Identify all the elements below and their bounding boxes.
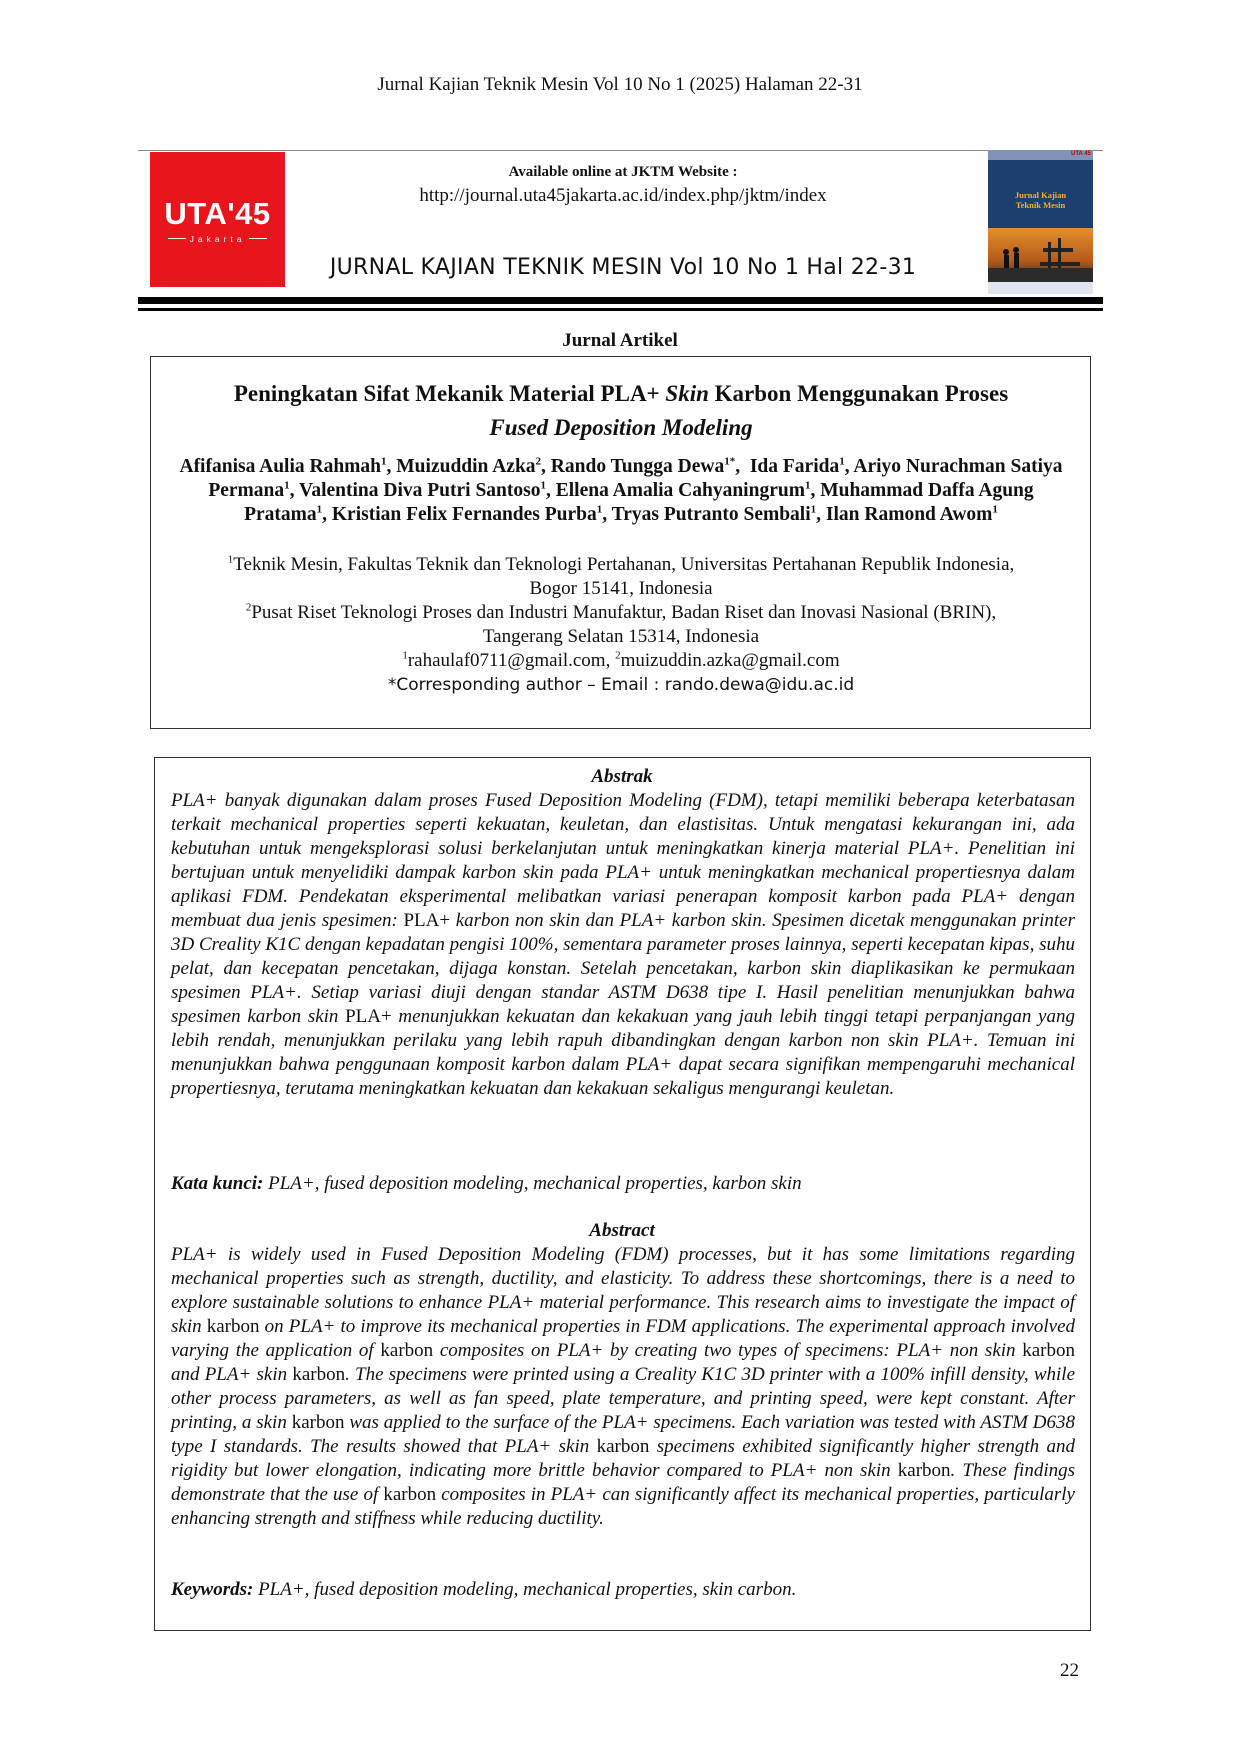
abstract-id-p2: karbon non skin dan PLA+ karbon skin. Spesimen dicetak menggunakan printer 3D Creality K1C dengan kepadatan pengisi 100%, sementara parameter proses lainnya, seperti kecepatan kipas, suhu pelat, dan kecepatan pencetakan, dijaga konstan. Setelah pencetakan, karbon skin diaplikasikan ke permukaan spesimen PLA+. Setiap variasi diuji dengan standar ASTM D638 tipe I. Hasil penelitian menunjukkan bahwa spesimen karbon skin — [171, 910, 1075, 1027]
abstract-box — [154, 757, 1091, 1631]
uta45-logo — [150, 152, 285, 287]
affiliation-mark: 2 — [245, 601, 252, 614]
author-mark: 1 — [992, 503, 998, 516]
abstract-id-text — [171, 789, 1075, 1101]
available-online-label: Available online at JKTM Website : — [508, 164, 738, 180]
keywords-id — [171, 1172, 1075, 1196]
affiliation-1 — [165, 553, 1077, 577]
title-box — [150, 356, 1091, 729]
keywords-en-label: Keywords: — [171, 1579, 254, 1600]
abstract-en-u1: karbon — [206, 1316, 260, 1337]
author: Valentina Diva Putri Santoso — [299, 480, 541, 501]
abstract-en-heading: Abstract — [589, 1220, 655, 1241]
keywords-en — [171, 1578, 1075, 1602]
email-mark: 1 — [402, 649, 408, 662]
author: Tryas Putranto Sembali — [611, 504, 811, 525]
logo-subtext: Jakarta — [164, 234, 272, 244]
email-2[interactable]: muizuddin.azka@gmail.com — [620, 650, 840, 671]
abstract-en-p5: . The specimens were printed using a Creality K1C 3D printer with a 100% infill density, while other process parameters, as well as fan speed, plate temperature, and printing speed, were kept constant. After printing, a skin — [171, 1364, 1075, 1433]
author: Kristian Felix Fernandes Purba — [331, 504, 597, 525]
journal-masthead — [138, 150, 1103, 295]
abstract-en-u6: karbon — [596, 1436, 650, 1457]
affiliation-2 — [165, 601, 1077, 625]
abstract-id-p1: PLA+ banyak digunakan dalam proses Fused Deposition Modeling (FDM), tetapi memiliki beberapa keterbatasan terkait mechanical properties seperti kekuatan, keuletan, dan elastisitas. Untuk mengatasi kekurangan ini, ada kebutuhan untuk mengeksplorasi solusi berkelanjutan untuk meningkatkan kinerja material PLA+. Penelitian ini bertujuan untuk menyelidiki dampak karbon skin pada PLA+ untuk meningkatkan mechanical propertiesnya dalam aplikasi FDM. Pendekatan eksperimental melibatkan variasi penerapan komposit karbon pada PLA+ dengan membuat dua jenis spesimen: — [171, 790, 1075, 931]
author-mark: 1 — [316, 503, 323, 516]
journal-url[interactable]: http://journal.uta45jakarta.ac.id/index.php/jktm/index — [419, 185, 827, 206]
title-line2: Fused Deposition Modeling — [489, 415, 753, 440]
author-list: Afifanisa Aulia Rahmah$^1$, Muizuddin Azka$^2$, Rando Tungga Dewa$^{1*}$, Ida Farida$^1$, Ariyo Nurachman Satiya Permana$^1$, Valentina Diva Putri Santoso$^1$, Ellena Amalia Cahyaningrum$^1$, Muhammad Daffa Agung Pratama$^1$, Kristian Felix Fernandes Purba$^1$, Tryas Putranto Sembali$^1$, Ilan Ramond Awom$^1$ — [179, 455, 1063, 525]
abstract-en-p4: and PLA+ skin — [171, 1364, 293, 1385]
abstract-en-u8: karbon — [383, 1484, 437, 1505]
journal-title: JURNAL KAJIAN TEKNIK MESIN Vol 10 No 1 Hal 22-31 — [329, 255, 917, 280]
cover-title-line2: Teknik Mesin — [1015, 200, 1066, 210]
abstract-en-text — [171, 1243, 1075, 1531]
author-mark: 1 — [810, 503, 817, 516]
email-1[interactable]: rahaulaf0711@gmail.com, — [407, 650, 616, 671]
author-mark: 1* — [724, 455, 736, 468]
masthead-thick-rule — [138, 297, 1103, 304]
abstract-id-u1: PLA+ — [403, 910, 451, 931]
abstract-en-u5: karbon — [291, 1412, 345, 1433]
abstract-en-p7: specimens exhibited significantly higher strength and rigidity but lower elongation, indicating more brittle behavior compared to PLA+ non skin — [171, 1436, 1075, 1481]
affiliation-mark: 1 — [227, 553, 234, 566]
author-mark: 2 — [535, 455, 542, 468]
author: Muhammad Daffa Agung Pratama — [244, 480, 1034, 525]
abstract-id-u2: PLA+ — [345, 1006, 392, 1027]
title-skin: Skin — [665, 381, 709, 406]
affiliation-1-line1: Teknik Mesin, Fakultas Teknik dan Teknologi Pertahanan, Universitas Pertahanan Republik Indonesia, — [233, 554, 1015, 575]
author-mark: 1 — [540, 479, 546, 492]
keywords-id-text: PLA+, fused deposition modeling, mechanical properties, karbon skin — [263, 1173, 802, 1194]
abstract-en-u4: karbon — [292, 1364, 346, 1385]
email-mark: 2 — [615, 649, 621, 662]
cover-silhouette-graphic — [988, 228, 1093, 282]
affiliation-2-line2: Tangerang Selatan 15314, Indonesia — [482, 626, 760, 647]
journal-cover-image — [988, 150, 1093, 294]
masthead-thin-rule — [138, 308, 1103, 311]
author-mark: 1 — [804, 479, 811, 492]
abstract-en-p9: composites in PLA+ can significantly affect its mechanical properties, particularly enhancing strength and stiffness while reducing ductility. — [171, 1484, 1075, 1529]
author-mark: 1 — [284, 479, 290, 492]
keywords-en-text: PLA+, fused deposition modeling, mechanical properties, skin carbon. — [253, 1579, 797, 1600]
abstract-en-u7: karbon — [897, 1460, 951, 1481]
logo-text: UTA'45 — [164, 195, 271, 231]
cover-title — [988, 190, 1093, 210]
page-number: 22 — [1060, 1660, 1079, 1681]
corresponding-author: *Corresponding author – Email : rando.dewa@idu.ac.id — [387, 675, 855, 695]
cover-photo — [988, 228, 1093, 282]
affiliation-1-line2: Bogor 15141, Indonesia — [529, 578, 713, 599]
cover-bottom-band — [988, 282, 1093, 294]
author-emails — [165, 649, 1077, 673]
author-mark: 1 — [381, 455, 387, 468]
affiliation-2-line1: Pusat Riset Teknologi Proses dan Industri Manufaktur, Badan Riset dan Inovasi Nasional (BRIN), — [251, 602, 997, 623]
abstract-en-p8: . These findings demonstrate that the use of — [171, 1460, 1076, 1505]
abstract-en-u3: karbon — [1022, 1340, 1075, 1361]
title-part2: Karbon Menggunakan Proses — [708, 381, 1009, 406]
author: Rando Tungga Dewa — [550, 456, 725, 477]
article-type: Jurnal Artikel — [562, 330, 678, 351]
cover-title-line1: Jurnal Kajian — [1014, 190, 1067, 200]
abstract-en-p2: on PLA+ to improve its mechanical properties in FDM applications. The experimental approach involved varying the application of — [171, 1316, 1076, 1361]
keywords-id-label: Kata kunci: — [171, 1173, 264, 1194]
abstract-en-p1: PLA+ is widely used in Fused Deposition Modeling (FDM) processes, but it has some limitations regarding mechanical properties such as strength, ductility, and elasticity. To address these shortcomings, there is a need to explore sustainable solutions to enhance PLA+ material performance. This research aims to investigate the impact of skin — [171, 1244, 1075, 1337]
author-mark: 1 — [596, 503, 603, 516]
abstract-id-p3: menunjukkan kekuatan dan kekakuan yang jauh lebih tinggi tetapi perpanjangan yang lebih rendah, menunjukkan perilaku yang lebih rapuh dibandingkan dengan karbon non skin PLA+. Temuan ini menunjukkan bahwa penggunaan komposit karbon dalam PLA+ dapat secara signifikan mempengaruhi mechanical propertiesnya, terutama meningkatkan kekuatan dan kekakuan sekaligus mengurangi keuletan. — [171, 1006, 1075, 1099]
author: Afifanisa Aulia Rahmah — [179, 456, 382, 477]
author: Ida Farida — [749, 456, 840, 477]
title-part1: Peningkatan Sifat Mekanik Material PLA+ — [233, 381, 666, 406]
affiliations — [165, 553, 1077, 697]
author: Muizuddin Azka — [396, 456, 536, 477]
masthead-top-rule — [138, 150, 1103, 151]
abstract-en-p3: composites on PLA+ by creating two types of specimens: PLA+ non skin — [433, 1340, 1023, 1361]
author: Ariyo Nurachman Satiya Permana — [208, 456, 1063, 501]
abstract-en-p6: was applied to the surface of the PLA+ specimens. Each variation was tested with ASTM D638 type I standards. The results showed that PLA+ skin — [171, 1412, 1075, 1457]
author-mark: 1 — [839, 455, 845, 468]
cover-badge: UTA 45 — [1070, 151, 1091, 157]
abstract-en-u2: karbon — [380, 1340, 434, 1361]
abstract-id-heading: Abstrak — [591, 766, 653, 787]
author: Ilan Ramond Awom — [825, 504, 993, 525]
author: Ellena Amalia Cahyaningrum — [555, 480, 805, 501]
running-header: Jurnal Kajian Teknik Mesin Vol 10 No 1 (2025) Halaman 22-31 — [377, 74, 863, 95]
article-title — [171, 377, 1071, 445]
